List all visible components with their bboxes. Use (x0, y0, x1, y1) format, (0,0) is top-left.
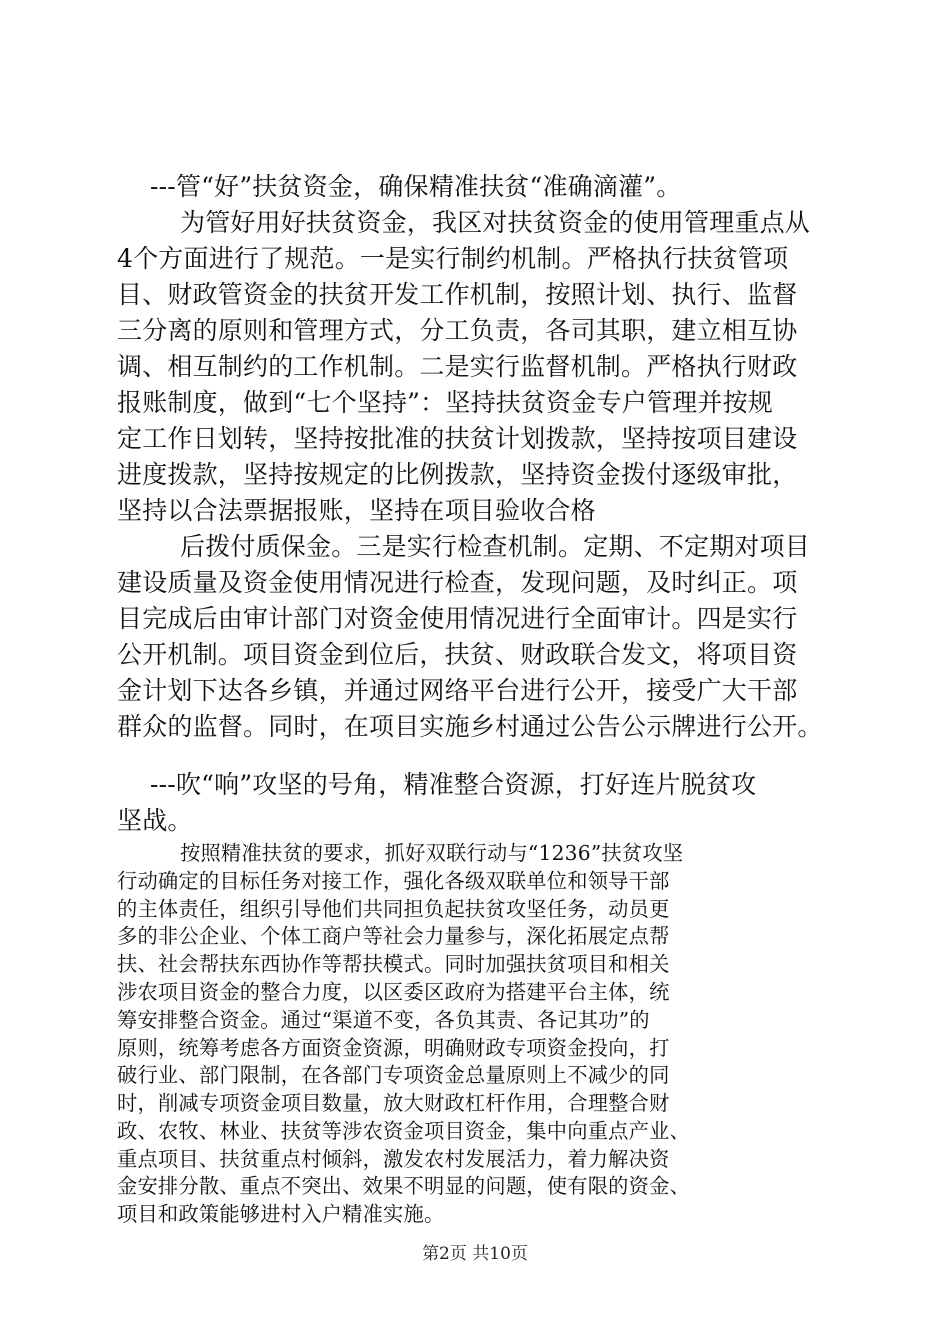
paragraph-line: 群众的监督。同时，在项目实施乡村通过公告公示牌进行公开。 (117, 712, 823, 741)
paragraph-line: 目完成后由审计部门对资金使用情况进行全面审计。四是实行 (117, 604, 798, 633)
page-footer: 第2页 共10页 (422, 1244, 528, 1264)
paragraph-line: 扶、社会帮扶东西协作等帮扶模式。同时加强扶贫项目和相关 (117, 952, 670, 977)
paragraph-line: 报账制度，做到“七个坚持”：坚持扶贫资金专户管理并按规 (117, 388, 773, 417)
paragraph-line: 项目和政策能够进村入户精准实施。 (117, 1202, 445, 1227)
paragraph-line: 建设质量及资金使用情况进行检查，发现问题，及时纠正。项 (117, 568, 798, 597)
paragraph-line: 时，削减专项资金项目数量，放大财政杠杆作用，合理整合财 (117, 1091, 670, 1116)
paragraph-line: 公开机制。项目资金到位后，扶贫、财政联合发文，将项目资 (117, 640, 798, 669)
paragraph-line: 坚持以合法票据报账，坚持在项目验收合格 (117, 496, 596, 525)
paragraph-line: 原则，统筹考虑各方面资金资源，明确财政专项资金投向，打 (117, 1035, 670, 1060)
paragraph-line: 4个方面进行了规范。一是实行制约机制。严格执行扶贫管项 (117, 244, 789, 273)
paragraph-line: 破行业、部门限制，在各部门专项资金总量原则上不减少的同 (117, 1063, 670, 1088)
heading-section-1: ---管“好”扶贫资金，确保精准扶贫“准确滴灌”。 (150, 172, 682, 201)
paragraph-line: 三分离的原则和管理方式，分工负责，各司其职，建立相互协 (117, 316, 798, 345)
paragraph-line: 行动确定的目标任务对接工作，强化各级双联单位和领导干部 (117, 868, 670, 893)
paragraph-line: 进度拨款，坚持按规定的比例拨款，坚持资金拨付逐级审批， (117, 460, 798, 489)
paragraph-line: 按照精准扶贫的要求，抓好双联行动与“1236”扶贫攻坚 (180, 841, 684, 865)
paragraph-line: 金安排分散、重点不突出、效果不明显的问题，使有限的资金、 (117, 1174, 691, 1199)
paragraph-line: 的主体责任，组织引导他们共同担负起扶贫攻坚任务，动员更 (117, 896, 670, 921)
paragraph-line: 金计划下达各乡镇，并通过网络平台进行公开，接受广大干部 (117, 676, 798, 705)
paragraph-line: 定工作日划转，坚持按批准的扶贫计划拨款，坚持按项目建设 (117, 424, 798, 453)
heading-section-2-continued: 坚战。 (117, 806, 193, 835)
paragraph-line: 调、相互制约的工作机制。二是实行监督机制。严格执行财政 (117, 352, 798, 381)
paragraph-line: 为管好用好扶贫资金，我区对扶贫资金的使用管理重点从 (180, 208, 811, 237)
heading-section-2: ---吹“响”攻坚的号角，精准整合资源，打好连片脱贫攻 (150, 770, 757, 799)
paragraph-line: 涉农项目资金的整合力度，以区委区政府为搭建平台主体，统 (117, 979, 670, 1004)
paragraph-line: 后拨付质保金。三是实行检查机制。定期、不定期对项目 (180, 532, 811, 561)
paragraph-line: 多的非公企业、个体工商户等社会力量参与，深化拓展定点帮 (117, 924, 670, 949)
paragraph-line: 目、财政管资金的扶贫开发工作机制，按照计划、执行、监督 (117, 280, 798, 309)
paragraph-line: 筹安排整合资金。通过“渠道不变，各负其责、各记其功”的 (117, 1007, 650, 1032)
paragraph-line: 政、农牧、林业、扶贫等涉农资金项目资金，集中向重点产业、 (117, 1118, 691, 1143)
paragraph-line: 重点项目、扶贫重点村倾斜，激发农村发展活力，着力解决资 (117, 1146, 670, 1171)
